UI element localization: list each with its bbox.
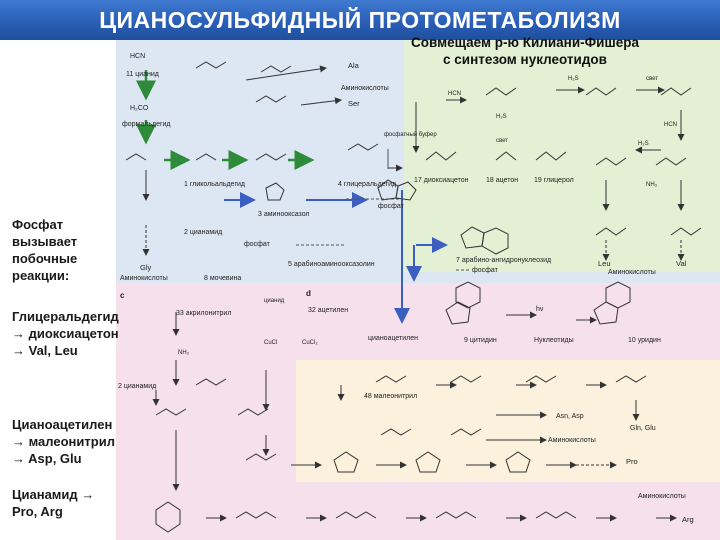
label-h2s-2: H₂S [568,76,579,82]
label-light-2: свет [646,76,659,82]
header-line-1: Совмещаем р-ю Килиани-Фишера [411,35,639,50]
label-gln-glu: Gln, Glu [630,425,656,432]
label-aminooxazole: 3 аминооксазол [258,211,310,218]
svg-text:HCN: HCN [130,53,146,60]
note-line: → Asp, Glu [12,451,82,466]
label-phosphate-1: фосфат [378,203,404,210]
note-line: реакции: [12,268,70,283]
note-line: → малеонитрил [12,434,115,449]
label-cyanamide: 2 цианамид [184,229,223,236]
label-cyanoacetylene: цианоацетилен [368,335,419,342]
label-nucleotides: Нуклеотиды [534,337,574,344]
label-formaldehyde: формальдегид [122,121,171,128]
note-line: побочные [12,251,78,266]
note-line: Глицеральдегид [12,309,119,324]
label-ala: Ala [348,61,359,70]
label-anhydronucleoside: 7 арабино-ангидронуклеозид [456,257,552,264]
label-d: d [306,289,311,298]
label-phosphate-buffer: фосфатный буфер [384,132,437,138]
label-phosphate-3: фосфат [472,267,498,274]
note-line: Цианоацетилен [12,417,113,432]
note-line: вызывает [12,234,78,249]
label-hcn-2: HCN [664,122,677,128]
label-amino-5: Аминокислоты [638,493,686,500]
label-glycolaldehyde: 1 гликольальдегид [184,181,245,188]
note-cyanoacetylene [12,416,115,467]
note-line: Фосфат [12,217,64,232]
label-urea: 8 мочевина [204,275,242,282]
svg-text:H₂CO: H₂CO [130,105,149,112]
label-nh2: NH₂ [178,350,189,356]
label-h2s-1: H₂S [496,114,507,120]
slide-title: ЦИАНОСУЛЬФИДНЫЙ ПРОТОМЕТАБОЛИЗМ [99,7,621,33]
label-amino-4: Аминокислоты [548,437,596,444]
label-glycerol: 19 глицерол [534,177,574,184]
label-hcn-1: HCN [448,91,461,97]
note-line: → диоксиацетон [12,326,119,341]
label-cyanamide-2: 2 цианамид [118,383,157,390]
label-acetylene: 32 ацетилен [308,307,349,314]
label-cucl: CuCl [264,340,278,346]
reaction-scheme [116,40,720,540]
note-glyceraldehyde [12,308,119,359]
label-ser: Ser [348,99,360,108]
label-dha: 17 диоксиацетон [414,177,469,184]
label-amino-1: Аминокислоты [341,85,389,92]
label-uridine: 10 уридин [628,337,661,344]
label-arabino-oxazoline: 5 арабиноаминооксазолин [288,261,375,268]
note-line: Pro, Arg [12,504,63,519]
label-cyanide: 11 цианид [126,71,159,78]
label-nh3-1: NH₃ [646,182,658,188]
label-maleonitrile: 48 малеонитрил [364,393,418,400]
label-amino-2: Аминокислоты [120,275,168,282]
label-pro: Pro [626,457,638,466]
label-gly: Gly [140,263,152,272]
label-phosphate-2: фосфат [244,241,270,248]
note-cyanamide [12,486,94,520]
label-arg: Arg [682,515,694,524]
label-light-1: свет [496,138,509,144]
panel-cream [296,360,720,482]
kiliani-header [340,34,710,68]
label-glyceraldehyde: 4 глицеральдегид [338,181,397,188]
label-amino-3: Аминокислоты [608,269,656,276]
label-leu: Leu [598,259,611,268]
note-phosphate [12,216,77,284]
label-acrylonitrile: 33 акрилонитрил [176,310,232,317]
note-line: Цианамид → [12,487,95,502]
header-line-2: с синтезом нуклеотидов [443,52,607,67]
note-line: → Val, Leu [12,343,78,358]
label-acetone: 18 ацетон [486,177,519,184]
label-h2s-3: H₂S [638,141,649,147]
label-asn-asp: Asn, Asp [556,413,584,420]
label-cucl2: CuCl₂ [302,340,318,346]
label-cyanide-word: цианид [264,298,285,304]
label-hv: hν [536,306,544,313]
label-cytidine: 9 цитидин [464,337,497,344]
label-c: c [120,291,125,300]
label-val: Val [676,259,687,268]
